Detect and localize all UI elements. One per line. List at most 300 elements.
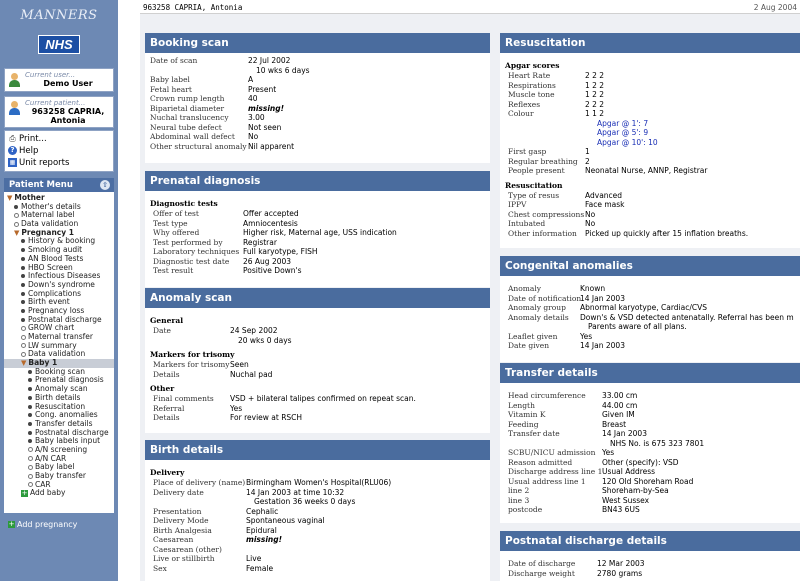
apgar-score: Apgar @ 10': 10 xyxy=(597,137,658,147)
field-value: Other (specify): VSD xyxy=(602,457,679,467)
menu-item-label: LW summary xyxy=(28,340,77,350)
panel-body xyxy=(500,551,800,578)
folder-icon: ▼ xyxy=(14,228,20,237)
field-label xyxy=(150,66,248,76)
field-label: SCBU/NICU admission xyxy=(508,448,596,457)
bullet-icon xyxy=(28,378,32,382)
field-row xyxy=(150,94,490,104)
field-label xyxy=(505,322,580,332)
menu-item-label: CAR xyxy=(35,479,51,489)
field-value: Advanced xyxy=(585,190,623,200)
field-row xyxy=(150,257,490,267)
field-value: Shoreham-by-Sea xyxy=(602,486,669,495)
menu-item-label: Pregnancy 1 xyxy=(21,227,74,237)
field-value: 26 Aug 2003 xyxy=(243,256,292,266)
field-label: Sex xyxy=(153,563,167,573)
field-label: Referral xyxy=(153,403,185,413)
field-row xyxy=(505,429,800,439)
field-value: West Sussex xyxy=(602,495,650,505)
field-label: Transfer date xyxy=(508,429,560,438)
help-icon: ? xyxy=(8,146,17,155)
field-row xyxy=(505,229,800,239)
menu-item-label: A/N CAR xyxy=(35,453,67,463)
prenatal-diagnosis-panel xyxy=(145,171,490,287)
field-value: Female xyxy=(246,563,274,573)
menu-item-data-validation[interactable] xyxy=(4,350,114,359)
field-row xyxy=(150,85,490,95)
menu-item-label: Birth event xyxy=(28,297,70,307)
field-value: 33.00 cm xyxy=(602,391,638,400)
field-label: Delivery date xyxy=(153,487,204,497)
field-row xyxy=(150,247,490,257)
field-value: Present xyxy=(248,84,277,94)
field-label: Discharge weight xyxy=(508,568,575,578)
field-row xyxy=(505,477,800,487)
bullet-icon xyxy=(21,309,25,313)
field-value: 2 xyxy=(585,156,590,166)
bullet-icon xyxy=(28,396,32,400)
field-value: Parents aware of all plans. xyxy=(588,322,687,331)
section-subtitle: Markers for trisomy xyxy=(150,350,235,359)
print-link[interactable]: ⎙ Print... xyxy=(9,134,47,144)
field-value: Seen xyxy=(230,360,249,369)
field-label: Presentation xyxy=(153,506,202,516)
field-label: Live or stillbirth xyxy=(153,554,215,563)
field-label: postcode xyxy=(508,505,543,514)
field-row xyxy=(150,478,490,488)
field-label: Final comments xyxy=(153,394,214,403)
field-label: People present xyxy=(508,166,565,175)
field-row xyxy=(150,66,490,76)
patient-menu-title: Patient Menu xyxy=(9,180,73,190)
bullet-icon xyxy=(21,300,25,304)
menu-item-label: Baby transfer xyxy=(35,471,86,480)
unit-reports-link[interactable]: ▦ Unit reports xyxy=(9,158,70,168)
field-row xyxy=(505,486,800,496)
menu-item-label: Data validation xyxy=(21,219,79,229)
field-row xyxy=(505,410,800,420)
menu-item-label: Smoking audit xyxy=(28,245,83,255)
field-value: 1 xyxy=(585,147,590,156)
field-row xyxy=(150,535,490,545)
field-value: Higher risk, Maternal age, USS indication xyxy=(243,228,397,237)
field-value: 1 2 2 xyxy=(585,80,605,90)
field-value: Yes xyxy=(602,448,615,457)
field-value: 3.00 xyxy=(248,113,265,122)
field-label: Date of discharge xyxy=(508,559,576,568)
bullet-icon xyxy=(21,283,25,287)
circle-icon xyxy=(21,343,26,348)
field-row xyxy=(505,166,800,176)
field-label: Test result xyxy=(153,266,194,275)
patient-header: 963258 CAPRIA, Antonia xyxy=(143,3,243,12)
field-value: No xyxy=(585,209,596,219)
panel-body xyxy=(145,191,490,276)
bullet-icon xyxy=(28,405,32,409)
content-area xyxy=(140,14,800,581)
field-label: Date given xyxy=(508,341,550,350)
field-label: Discharge address line 1 xyxy=(508,467,603,476)
field-value: VSD + bilateral talipes confirmed on repeat scan. xyxy=(230,394,416,403)
field-row xyxy=(505,313,800,323)
field-row xyxy=(505,401,800,411)
add-icon: + xyxy=(21,488,28,497)
apgar-score: Apgar @ 5': 9 xyxy=(597,128,649,137)
menu-item-label: Anomaly scan xyxy=(35,384,88,394)
field-label: Laboratory techniques xyxy=(153,247,240,256)
panel-body xyxy=(500,53,800,238)
field-row xyxy=(505,391,800,401)
field-value: Usual Address xyxy=(602,467,656,476)
menu-item-label: Resuscitation xyxy=(35,401,86,411)
field-label: Intubated xyxy=(508,219,546,228)
field-value: Breast xyxy=(602,419,627,429)
field-label: Vitamin K xyxy=(508,410,546,419)
field-value: BN43 6US xyxy=(602,505,640,514)
field-value: Amniocentesis xyxy=(243,218,298,228)
field-value: Nil apparent xyxy=(248,141,295,151)
field-value: Abnormal karyotype, Cardiac/CVS xyxy=(580,303,707,312)
field-row xyxy=(150,554,490,564)
panel-title: Resuscitation xyxy=(500,33,800,53)
patient-icon xyxy=(9,101,20,115)
help-link[interactable]: ? Help xyxy=(8,145,113,157)
field-label: Birth Analgesia xyxy=(153,525,212,535)
field-value: Offer accepted xyxy=(243,209,299,218)
resuscitation-panel xyxy=(500,33,800,248)
field-label: Crown rump length xyxy=(150,94,225,103)
field-label: Type of resus xyxy=(508,190,560,200)
field-value: Birmingham Women's Hospital(RLU06) xyxy=(246,478,392,487)
field-label: Baby label xyxy=(150,75,190,84)
field-value: 22 Jul 2002 xyxy=(248,56,291,65)
section-subtitle: General xyxy=(150,316,184,325)
field-row xyxy=(505,147,800,157)
current-patient-box xyxy=(4,96,114,128)
menu-item-label: Booking scan xyxy=(35,366,86,376)
field-row xyxy=(505,294,800,304)
field-label: Test type xyxy=(153,218,188,228)
field-value: 24 Sep 2002 xyxy=(230,326,278,335)
bullet-icon xyxy=(28,439,32,443)
field-label: Length xyxy=(508,400,535,410)
current-patient-label: Current patient... xyxy=(25,99,86,107)
field-label: Anomaly details xyxy=(508,312,569,322)
field-label: Respirations xyxy=(508,80,556,90)
bullet-icon xyxy=(28,431,32,435)
field-value: 10 wks 6 days xyxy=(256,65,310,75)
menu-item-label: Add baby xyxy=(30,488,66,498)
field-label: Muscle tone xyxy=(508,90,555,99)
apgar-score: Apgar @ 1': 7 xyxy=(597,118,649,128)
menu-item-label: Maternal transfer xyxy=(28,332,94,341)
field-row xyxy=(150,526,490,536)
menu-item-label: Mother xyxy=(14,193,45,202)
field-label: Heart Rate xyxy=(508,71,551,80)
field-row xyxy=(150,564,490,574)
field-value: missing! xyxy=(248,103,285,113)
bullet-icon xyxy=(21,239,25,243)
field-value: Face mask xyxy=(585,200,625,209)
bullet-icon xyxy=(21,292,25,296)
menu-item-label: AN Blood Tests xyxy=(28,253,84,263)
field-value: 2780 grams xyxy=(597,568,643,578)
brand-logo: MANNERS xyxy=(20,8,98,23)
field-value: Epidural xyxy=(246,525,277,535)
menu-item-label: Cong. anomalies xyxy=(35,410,98,420)
bullet-icon xyxy=(14,205,18,209)
field-label: line 2 xyxy=(508,486,530,495)
field-row xyxy=(505,496,800,506)
field-row xyxy=(150,113,490,123)
field-row xyxy=(505,322,800,332)
current-user[interactable]: Demo User xyxy=(43,79,93,88)
field-label: Biparietal diameter xyxy=(150,103,225,113)
circle-icon xyxy=(28,482,33,487)
field-value: Not seen xyxy=(248,122,282,132)
circle-icon xyxy=(14,222,19,227)
bullet-icon xyxy=(28,370,32,374)
field-label: Caesarean xyxy=(153,535,194,544)
menu-item-label: Maternal label xyxy=(21,210,75,220)
field-label xyxy=(150,336,230,346)
field-row xyxy=(150,413,490,423)
field-label: line 3 xyxy=(508,495,530,505)
bullet-icon xyxy=(28,413,32,417)
circle-icon xyxy=(28,447,33,452)
bullet-icon xyxy=(21,274,25,278)
bullet-icon xyxy=(21,257,25,261)
menu-item-label: Postnatal discharge xyxy=(35,427,109,437)
field-row xyxy=(150,394,490,404)
field-value: Positive Down's xyxy=(243,266,302,275)
field-label: Diagnostic test date xyxy=(153,256,230,266)
gutter xyxy=(118,0,140,581)
field-row xyxy=(505,219,800,229)
field-row xyxy=(150,370,490,380)
field-value: 14 Jan 2003 xyxy=(580,341,625,350)
menu-item-label: Postnatal discharge xyxy=(28,314,102,324)
field-label: Offer of test xyxy=(153,209,199,218)
field-label: Fetal heart xyxy=(150,84,192,94)
field-label: Details xyxy=(153,369,180,379)
field-row xyxy=(150,516,490,526)
field-label: Place of delivery (name) xyxy=(153,478,246,487)
field-row xyxy=(150,123,490,133)
field-value: Cephalic xyxy=(246,506,279,516)
field-label: Head circumference xyxy=(508,391,586,400)
field-row xyxy=(505,191,800,201)
field-value: 1 1 2 xyxy=(585,109,605,118)
field-value: 44.00 cm xyxy=(602,400,638,410)
bullet-icon xyxy=(28,387,32,391)
bullet-icon xyxy=(21,266,25,270)
field-value: 14 Jan 2003 xyxy=(602,429,647,438)
circle-icon xyxy=(21,335,26,340)
section-subtitle: Other xyxy=(150,384,175,393)
field-row xyxy=(505,420,800,430)
menu-item-label: Data validation xyxy=(28,349,86,359)
panel-body xyxy=(500,383,800,515)
field-label: Other information xyxy=(508,228,577,238)
section-subtitle: Resuscitation xyxy=(505,180,563,190)
field-row xyxy=(150,75,490,85)
field-row xyxy=(505,100,800,110)
transfer-details-panel xyxy=(500,363,800,523)
field-row xyxy=(150,545,490,555)
field-label: Details xyxy=(153,413,180,422)
circle-icon xyxy=(21,352,26,357)
field-row xyxy=(150,228,490,238)
section-subtitle: Delivery xyxy=(150,468,185,477)
menu-item-label: Down's syndrome xyxy=(28,279,95,289)
panel-title: Booking scan xyxy=(145,33,490,53)
birth-details-panel xyxy=(145,440,490,581)
folder-icon: ▼ xyxy=(7,194,13,202)
field-label: First gasp xyxy=(508,147,547,156)
panel-title: Anomaly scan xyxy=(145,288,490,308)
field-label: Colour xyxy=(508,109,534,118)
menu-item-label: Complications xyxy=(28,288,82,298)
section-subtitle: Diagnostic tests xyxy=(150,199,218,208)
field-row xyxy=(505,448,800,458)
field-label: Leaflet given xyxy=(508,331,558,341)
field-value: 20 wks 0 days xyxy=(238,335,292,345)
field-row xyxy=(505,210,800,220)
field-row xyxy=(505,90,800,100)
menu-item-label: Prenatal diagnosis xyxy=(35,375,104,385)
sidebar xyxy=(0,0,118,581)
field-row xyxy=(505,200,800,210)
booking-scan-panel xyxy=(145,33,490,163)
field-label: Date of scan xyxy=(150,56,198,65)
field-row xyxy=(505,569,800,579)
menu-item-label: A/N screening xyxy=(35,444,88,454)
field-value: Yes xyxy=(230,403,243,413)
menu-item-label: Baby label xyxy=(35,462,75,472)
postnatal-discharge-panel xyxy=(500,531,800,581)
field-row xyxy=(505,303,800,313)
field-value: NHS No. is 675 323 7801 xyxy=(610,438,705,448)
field-label: Date xyxy=(153,326,171,335)
panel-body xyxy=(500,276,800,351)
anomaly-scan-panel xyxy=(145,288,490,433)
field-value: Registrar xyxy=(243,237,277,247)
field-label: Anomaly xyxy=(508,284,541,293)
field-row xyxy=(505,559,800,569)
panel-title: Postnatal discharge details xyxy=(500,531,800,551)
current-patient[interactable]: 963258 CAPRIA, Antonia xyxy=(31,107,105,125)
field-value: 2 2 2 xyxy=(585,71,605,80)
folder-icon: ▼ xyxy=(21,359,27,368)
panel-body xyxy=(145,53,490,151)
field-value: Picked up quickly after 15 inflation breaths. xyxy=(585,228,749,238)
panel-title: Birth details xyxy=(145,440,490,460)
field-label: Caesarean (other) xyxy=(153,544,222,554)
add-pregnancy-link[interactable]: + Add pregnancy xyxy=(8,520,78,529)
field-row xyxy=(505,109,800,119)
circle-icon xyxy=(28,456,33,461)
circle-icon xyxy=(14,213,19,218)
field-row xyxy=(150,238,490,248)
field-value: Live xyxy=(246,554,262,563)
field-row xyxy=(150,336,490,346)
section-subtitle: Apgar scores xyxy=(505,61,560,70)
field-row xyxy=(150,56,490,66)
current-date: 2 Aug 2004 xyxy=(753,3,797,12)
field-row xyxy=(150,360,490,370)
current-user-label: Current user... xyxy=(25,71,76,79)
field-value: Given IM xyxy=(602,410,635,419)
sidebar-links xyxy=(4,130,114,172)
menu-item-label: Baby labels input xyxy=(35,436,101,446)
field-value: 14 Jan 2003 xyxy=(580,293,625,303)
nhs-logo: NHS xyxy=(38,35,79,54)
field-value: Neonatal Nurse, ANNP, Registrar xyxy=(585,166,708,175)
panel-title: Transfer details xyxy=(500,363,800,383)
menu-item-label: Birth details xyxy=(35,392,81,402)
field-value: A xyxy=(248,75,254,84)
menu-item-add-baby[interactable] xyxy=(4,489,114,498)
field-label: IPPV xyxy=(508,200,527,209)
field-value: For review at RSCH xyxy=(230,413,303,422)
menu-item-baby-transfer[interactable] xyxy=(4,472,114,481)
field-row xyxy=(150,132,490,142)
circle-icon xyxy=(28,465,33,470)
field-value: Down's & VSD detected antenatally. Referral has been m xyxy=(580,312,794,322)
circle-icon xyxy=(21,326,26,331)
field-label: Usual address line 1 xyxy=(508,476,586,486)
field-row xyxy=(505,284,800,294)
collapse-menu-icon[interactable]: ⇧ xyxy=(100,180,110,190)
field-row xyxy=(505,341,800,351)
panel-body xyxy=(145,460,490,573)
field-label: Why offered xyxy=(153,228,200,237)
user-icon xyxy=(9,73,20,87)
field-value: Nuchal pad xyxy=(230,369,273,379)
congenital-anomalies-panel xyxy=(500,256,800,362)
field-label: Markers for trisomy xyxy=(153,360,230,369)
field-label: Regular breathing xyxy=(508,156,578,166)
menu-item-label: Baby 1 xyxy=(28,358,58,368)
field-row xyxy=(150,404,490,414)
field-value: Gestation 36 weeks 0 days xyxy=(254,497,356,506)
field-value: 14 Jan 2003 at time 10:32 xyxy=(246,487,345,497)
menu-item-label: HBO Screen xyxy=(28,262,73,272)
field-label: Reason admitted xyxy=(508,457,573,467)
field-value: 12 Mar 2003 xyxy=(597,559,645,568)
menu-item-label: Infectious Diseases xyxy=(28,271,101,281)
field-row xyxy=(505,332,800,342)
add-icon: + xyxy=(8,520,15,528)
field-row xyxy=(505,71,800,81)
field-value: 120 Old Shoreham Road xyxy=(602,476,694,486)
printer-icon: ⎙ xyxy=(9,134,16,143)
field-value: Full karyotype, FISH xyxy=(243,247,318,256)
patient-menu xyxy=(4,192,114,513)
field-label: Other structural anomaly xyxy=(150,141,247,151)
menu-item-label: Pregnancy loss xyxy=(28,305,85,315)
field-row xyxy=(150,326,490,336)
field-row xyxy=(150,488,490,498)
field-label: Chest compressions xyxy=(508,209,585,219)
menu-item-label: History & booking xyxy=(28,236,96,246)
field-label: Neural tube defect xyxy=(150,122,222,132)
field-label: Nuchal translucency xyxy=(150,113,229,122)
panel-body xyxy=(145,308,490,423)
menu-item-label: Transfer details xyxy=(35,418,93,428)
field-label: Test performed by xyxy=(153,237,223,247)
